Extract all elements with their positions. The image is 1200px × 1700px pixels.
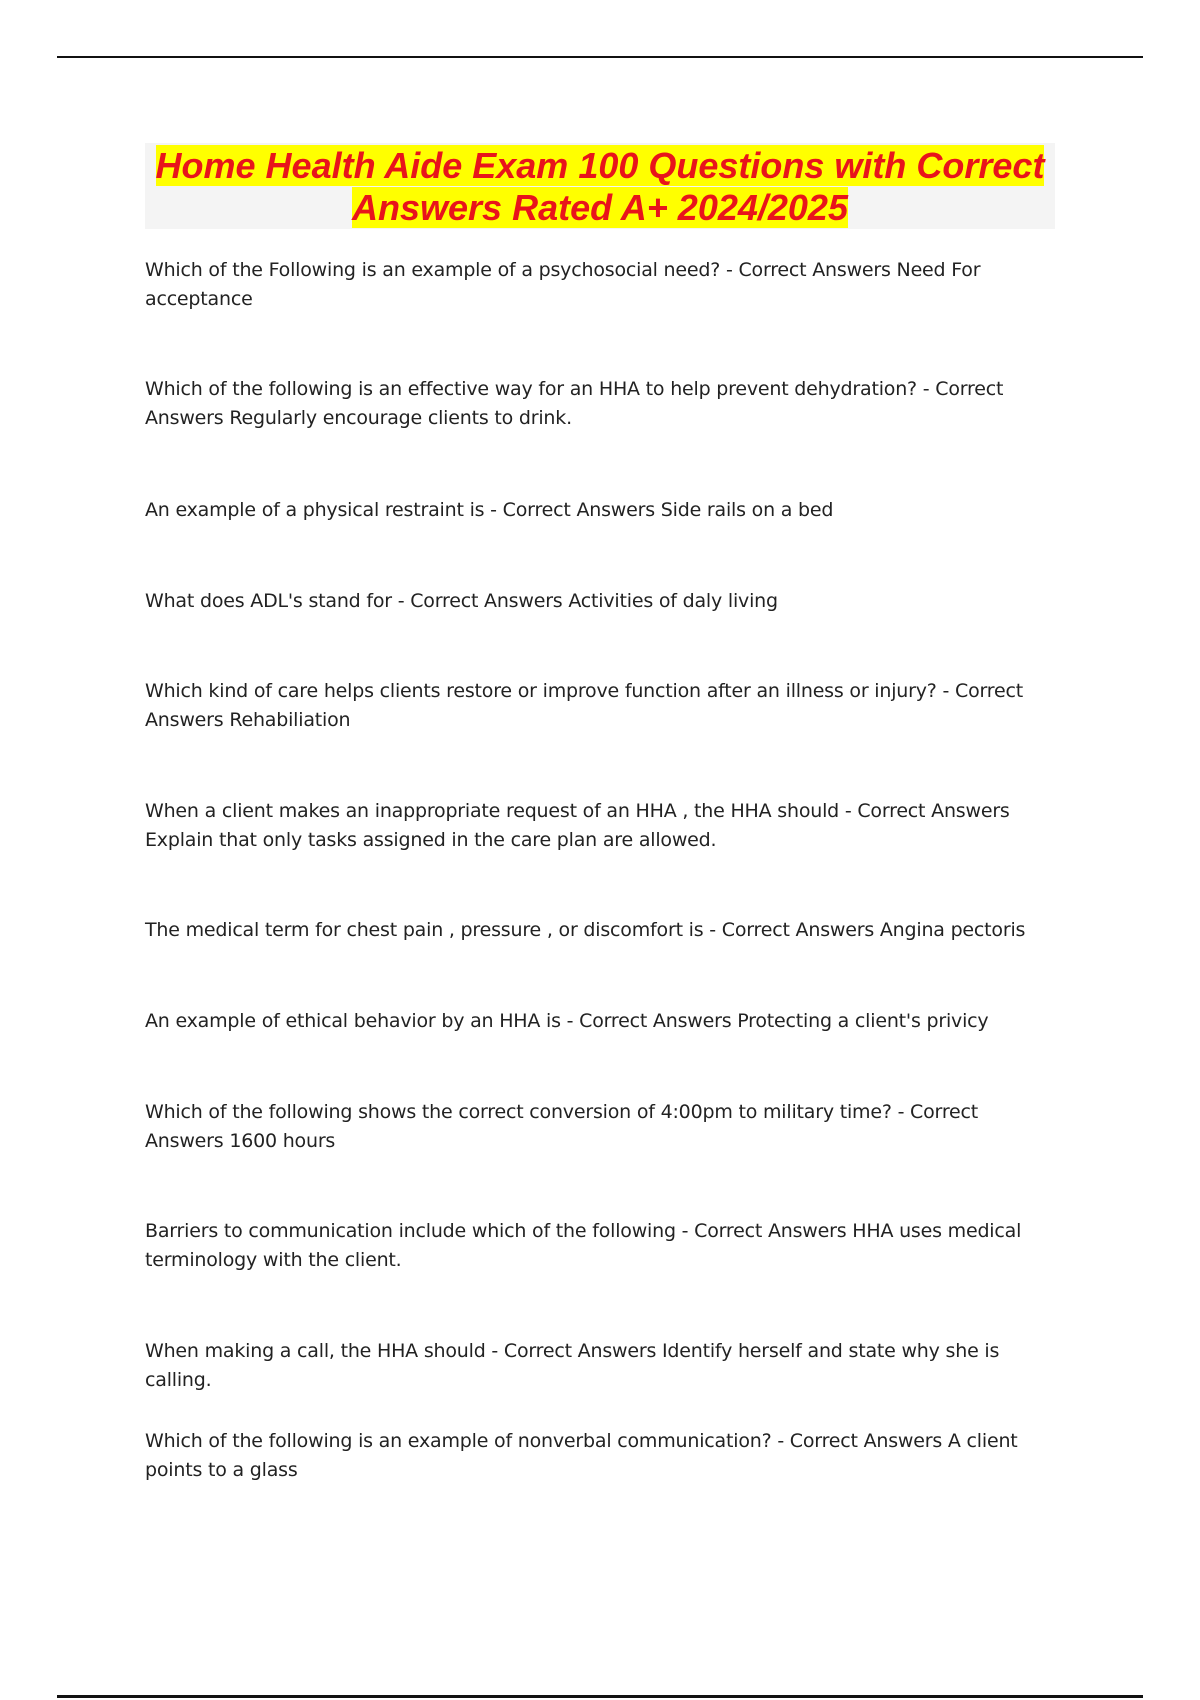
qa-item-7: The medical term for chest pain , pressure , or discomfort is - Correct Answers Angina pectoris [145, 919, 1026, 941]
title-line-1: Home Health Aide Exam 100 Questions with Correct [155, 145, 1045, 186]
header-divider [57, 56, 1143, 58]
qa-item-4: What does ADL's stand for - Correct Answers Activities of daly living [145, 590, 778, 612]
qa-item-10: Barriers to communication include which of the following - Correct Answers HHA uses medical terminology with the client. [145, 1220, 1022, 1271]
qa-item-3: An example of a physical restraint is - Correct Answers Side rails on a bed [145, 499, 834, 521]
qa-item-12: Which of the following is an example of nonverbal communication? - Correct Answers A client points to a glass [145, 1430, 1018, 1481]
qa-item-5: Which kind of care helps clients restore or improve function after an illness or injury? - Correct Answers Rehabiliation [145, 680, 1023, 731]
qa-item-1: Which of the Following is an example of a psychosocial need? - Correct Answers Need For acceptance [145, 259, 981, 310]
qa-item-9: Which of the following shows the correct conversion of 4:00pm to military time? - Correct Answers 1600 hours [145, 1101, 979, 1152]
qa-item-11: When making a call, the HHA should - Correct Answers Identify herself and state why she is calling. [145, 1340, 1000, 1391]
qa-item-2: Which of the following is an effective way for an HHA to help prevent dehydration? - Correct Answers Regularly encourage clients to drink. [145, 378, 1004, 429]
title-line-2: Answers Rated A+ 2024/2025 [352, 187, 848, 228]
document-title [145, 143, 1055, 229]
qa-item-6: When a client makes an inappropriate request of an HHA , the HHA should - Correct Answers Explain that only tasks assigned in the care plan are allowed. [145, 800, 1010, 851]
qa-item-8: An example of ethical behavior by an HHA is - Correct Answers Protecting a client's privicy [145, 1010, 989, 1032]
footer-divider [57, 1695, 1143, 1698]
